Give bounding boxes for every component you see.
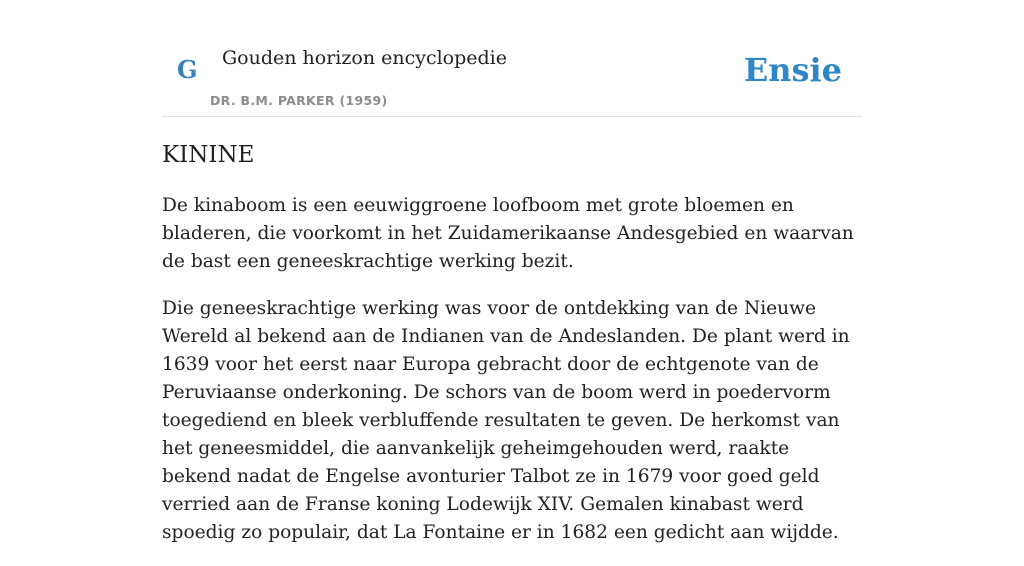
article-body (162, 192, 862, 566)
ensie-logo-link[interactable]: Ensie (743, 51, 842, 89)
article-paragraph: De kinaboom is een eeuwiggroene loofboom met grote bloemen en bladeren, die voorkomt in het Zuidamerikaanse Andesgebied en waarvan de bast een geneeskrachtige werking bezit. (162, 195, 854, 272)
book-logo-icon[interactable]: G (177, 55, 198, 84)
page (162, 0, 862, 543)
book-title-link[interactable]: Gouden horizon encyclopedie (222, 47, 507, 69)
book-header (162, 0, 862, 117)
article-title: KININE (162, 142, 255, 168)
article-paragraph: Die geneeskrachtige werking was voor de ontdekking van de Nieuwe Wereld al bekend aan de Indianen van de Andeslanden. De plant werd in 1639 voor het eerst naar Europa gebracht door de echtgenote van de Peruviaanse onderkoning. De schors van de boom werd in poedervorm toegediend en bleek verbluffende resultaten te geven. De herkomst van het geneesmiddel, die aanvankelijk geheimgehouden werd, raakte bekend nadat de Engelse avonturier Talbot ze in 1679 voor goed geld verried aan de Franse koning Lodewijk XIV. Gemalen kinabast werd spoedig zo populair, dat La Fontaine er in 1682 een gedicht aan wijdde. (162, 298, 850, 543)
book-author: DR. B.M. PARKER (1959) (210, 93, 388, 108)
